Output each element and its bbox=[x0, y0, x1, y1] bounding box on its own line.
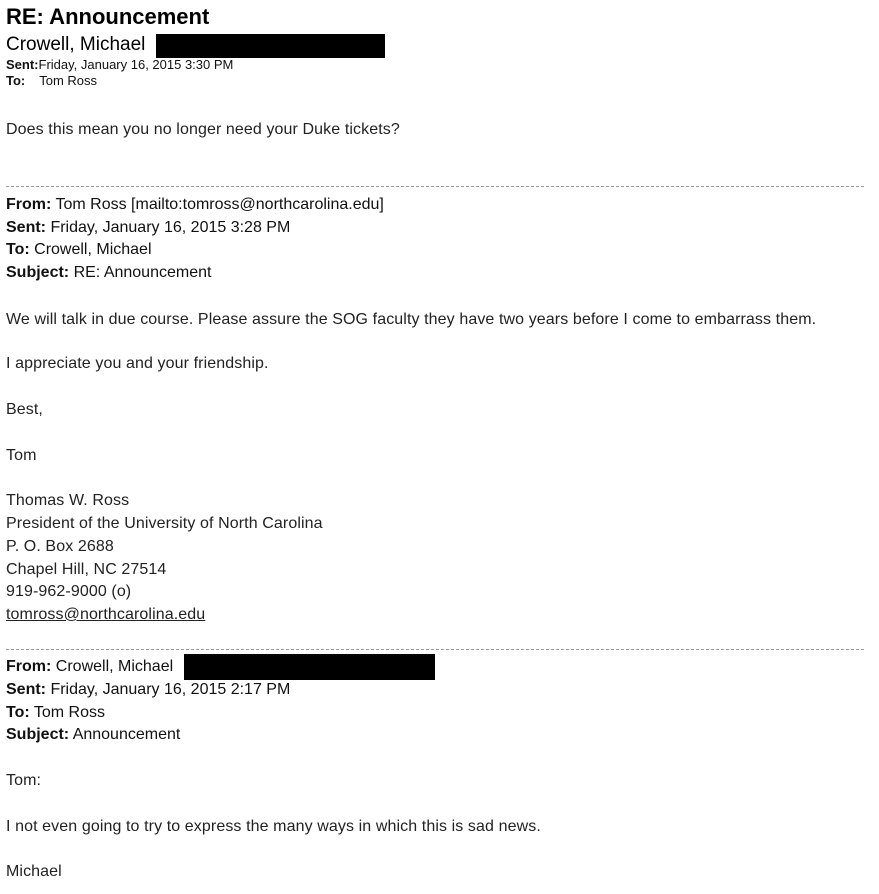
to-value: Tom Ross bbox=[33, 704, 105, 721]
sent-value: Friday, January 16, 2015 3:28 PM bbox=[50, 219, 291, 236]
signature-line: 919-962-9000 (o) bbox=[6, 583, 132, 600]
message3-signoff: Michael bbox=[6, 863, 62, 880]
sent-line bbox=[6, 57, 233, 72]
to-line bbox=[6, 73, 97, 88]
message2-signoff: Tom bbox=[6, 447, 37, 464]
sent-label: Sent: bbox=[6, 57, 39, 72]
redaction-block bbox=[156, 34, 385, 58]
signature-line: President of the University of North Carolina bbox=[6, 515, 323, 532]
message2-from-line bbox=[6, 196, 384, 214]
message2-body-line: We will talk in due course. Please assure the SOG faculty they have two years before I come to embarrass them. bbox=[6, 311, 817, 328]
sent-value: Friday, January 16, 2015 2:17 PM bbox=[50, 681, 291, 698]
message3-from-line bbox=[6, 658, 173, 676]
to-value: Tom Ross bbox=[39, 73, 98, 88]
sender-name: Crowell, Michael bbox=[6, 34, 146, 55]
sent-label: Sent: bbox=[6, 219, 46, 236]
signature-line: P. O. Box 2688 bbox=[6, 538, 114, 555]
from-value: Crowell, Michael bbox=[55, 658, 174, 675]
subject-value: RE: Announcement bbox=[73, 264, 212, 281]
message2-body-line: I appreciate you and your friendship. bbox=[6, 355, 269, 372]
message1-body: Does this mean you no longer need your Duke tickets? bbox=[6, 121, 400, 138]
from-label: From: bbox=[6, 196, 52, 213]
signature-line: Chapel Hill, NC 27514 bbox=[6, 561, 167, 578]
to-value: Crowell, Michael bbox=[34, 241, 152, 258]
subject-label: Subject: bbox=[6, 726, 70, 743]
message2-sent-line bbox=[6, 219, 290, 237]
separator-line bbox=[6, 186, 864, 187]
sent-value: Friday, January 16, 2015 3:30 PM bbox=[38, 57, 234, 72]
redaction-block bbox=[184, 654, 435, 680]
from-value: Tom Ross [mailto:tomross@northcarolina.edu] bbox=[55, 196, 384, 213]
subject-label: Subject: bbox=[6, 264, 70, 281]
signature-line: Thomas W. Ross bbox=[6, 492, 130, 509]
message3-sent-line bbox=[6, 681, 290, 699]
sent-label: Sent: bbox=[6, 681, 46, 698]
message2-closing: Best, bbox=[6, 401, 43, 418]
to-label: To: bbox=[6, 241, 30, 258]
message3-greeting: Tom: bbox=[6, 772, 42, 789]
subject-value: Announcement bbox=[72, 726, 181, 743]
email-link[interactable]: tomross@northcarolina.edu bbox=[6, 606, 206, 623]
message2-to-line bbox=[6, 241, 152, 259]
message3-body-line: I not even going to try to express the many ways in which this is sad news. bbox=[6, 818, 541, 835]
message2-subject-line bbox=[6, 264, 211, 282]
message3-to-line bbox=[6, 704, 105, 722]
to-label: To: bbox=[6, 73, 26, 88]
to-label: To: bbox=[6, 704, 30, 721]
from-label: From: bbox=[6, 658, 52, 675]
message3-subject-line bbox=[6, 726, 180, 744]
separator-line bbox=[6, 649, 864, 650]
email-subject: RE: Announcement bbox=[6, 4, 210, 29]
